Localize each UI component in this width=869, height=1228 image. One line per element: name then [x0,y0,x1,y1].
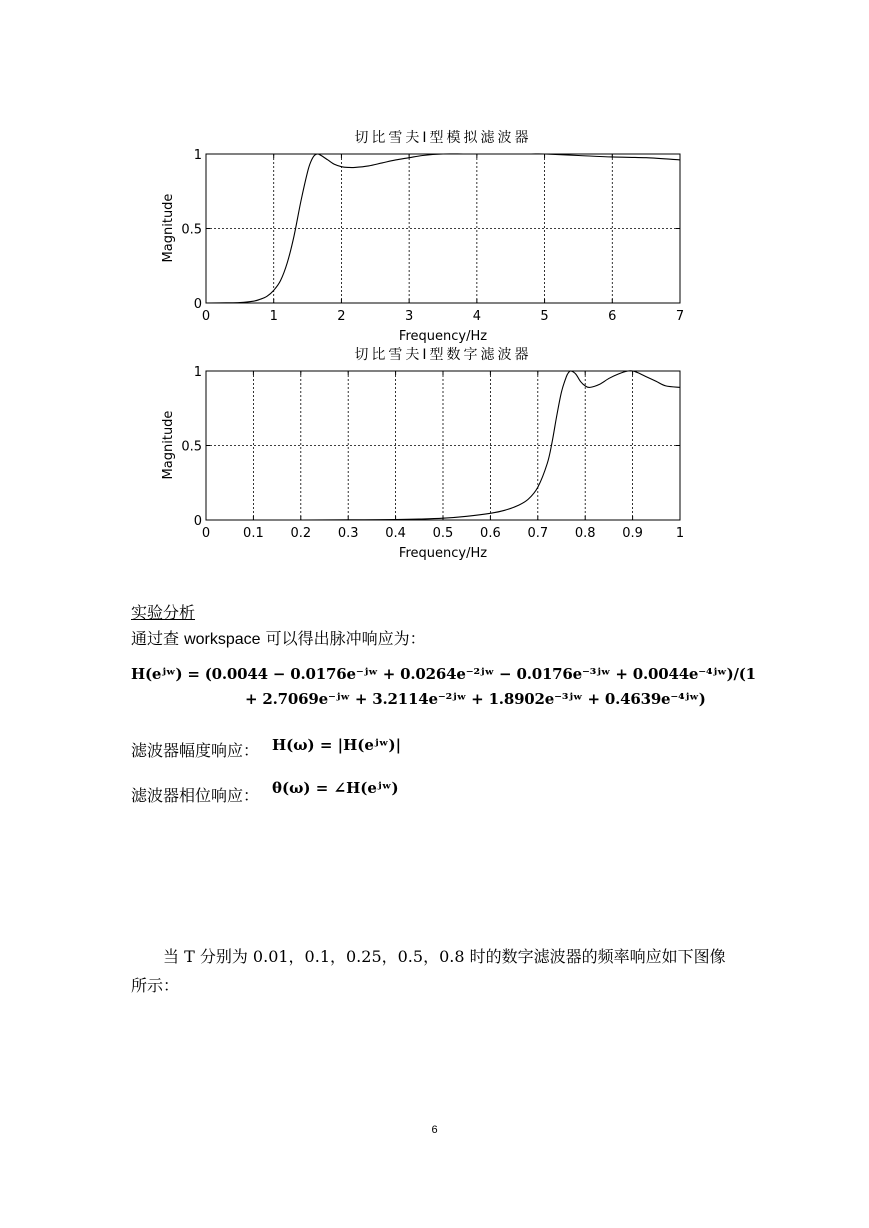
workspace-term: workspace [184,631,261,648]
transfer-function-line-2: + 2.7069e⁻ʲʷ + 3.2114e⁻²ʲʷ + 1.8902e⁻³ʲʷ + 0.4639e⁻⁴ʲʷ) [245,690,706,708]
phase-response-label: 滤波器相位响应： [131,786,260,805]
x-tick-label: 0.5 [432,526,454,541]
x-tick-label: 0.1 [243,526,264,541]
y-tick-label: 0.5 [181,222,202,238]
x-tick-label: 0.7 [527,526,549,541]
page-number: 6 [431,1124,438,1136]
y-tick-label: 1 [193,148,202,163]
x-tick-label: 0.6 [480,526,501,541]
x-axis-label: Frequency/Hz [398,329,488,344]
y-axis-label: Magnitude [161,193,176,263]
x-tick-label: 0 [201,309,211,324]
transfer-function-line-1: H(eʲʷ) = (0.0044 − 0.0176e⁻ʲʷ + 0.0264e⁻²ʲʷ − 0.0176e⁻³ʲʷ + 0.0044e⁻⁴ʲʷ)/(1 [131,665,756,683]
magnitude-response-label: 滤波器幅度响应： [131,741,260,760]
x-tick-label: 0.4 [385,526,406,541]
figure-charts [0,0,869,580]
x-tick-label: 3 [405,309,414,324]
x-tick-label: 0.3 [337,526,359,541]
x-tick-label: 2 [337,309,346,324]
magnitude-response-formula: H(ω) = |H(eʲʷ)| [272,736,402,754]
intro-text [131,628,426,651]
x-tick-label: 6 [608,309,617,324]
x-tick-label: 4 [472,309,481,324]
x-tick-label: 0.2 [290,526,312,541]
intro-suffix: 可以得出脉冲响应为： [260,629,426,648]
x-tick-label: 0.8 [574,526,596,541]
x-tick-label: 0.9 [622,526,643,541]
y-axis-label: Magnitude [161,410,176,480]
y-tick-label: 0 [193,514,202,529]
x-tick-label: 0 [201,526,211,541]
x-tick-label: 7 [675,309,685,324]
y-tick-label: 0 [193,297,202,312]
x-tick-label: 5 [540,309,549,324]
x-tick-label: 1 [675,526,685,541]
section-title: 实验分析 [131,603,196,622]
x-tick-label: 1 [269,309,278,324]
phase-response-formula: θ(ω) = ∠H(eʲʷ) [272,779,399,797]
result-paragraph: 当 T 分别为 0.01，0.1，0.25，0.5，0.8 时的数字滤波器的频率响应如下图像所示： [131,947,726,995]
y-tick-label: 1 [193,365,202,380]
digital-filter-chart [161,346,684,561]
y-tick-label: 0.5 [181,439,202,455]
chart-title: 切比雪夫I型数字滤波器 [354,347,532,363]
chart-title: 切比雪夫I型模拟滤波器 [354,130,532,146]
intro-prefix: 通过查 [131,629,185,648]
x-axis-label: Frequency/Hz [398,546,488,561]
analog-filter-chart [161,129,684,344]
